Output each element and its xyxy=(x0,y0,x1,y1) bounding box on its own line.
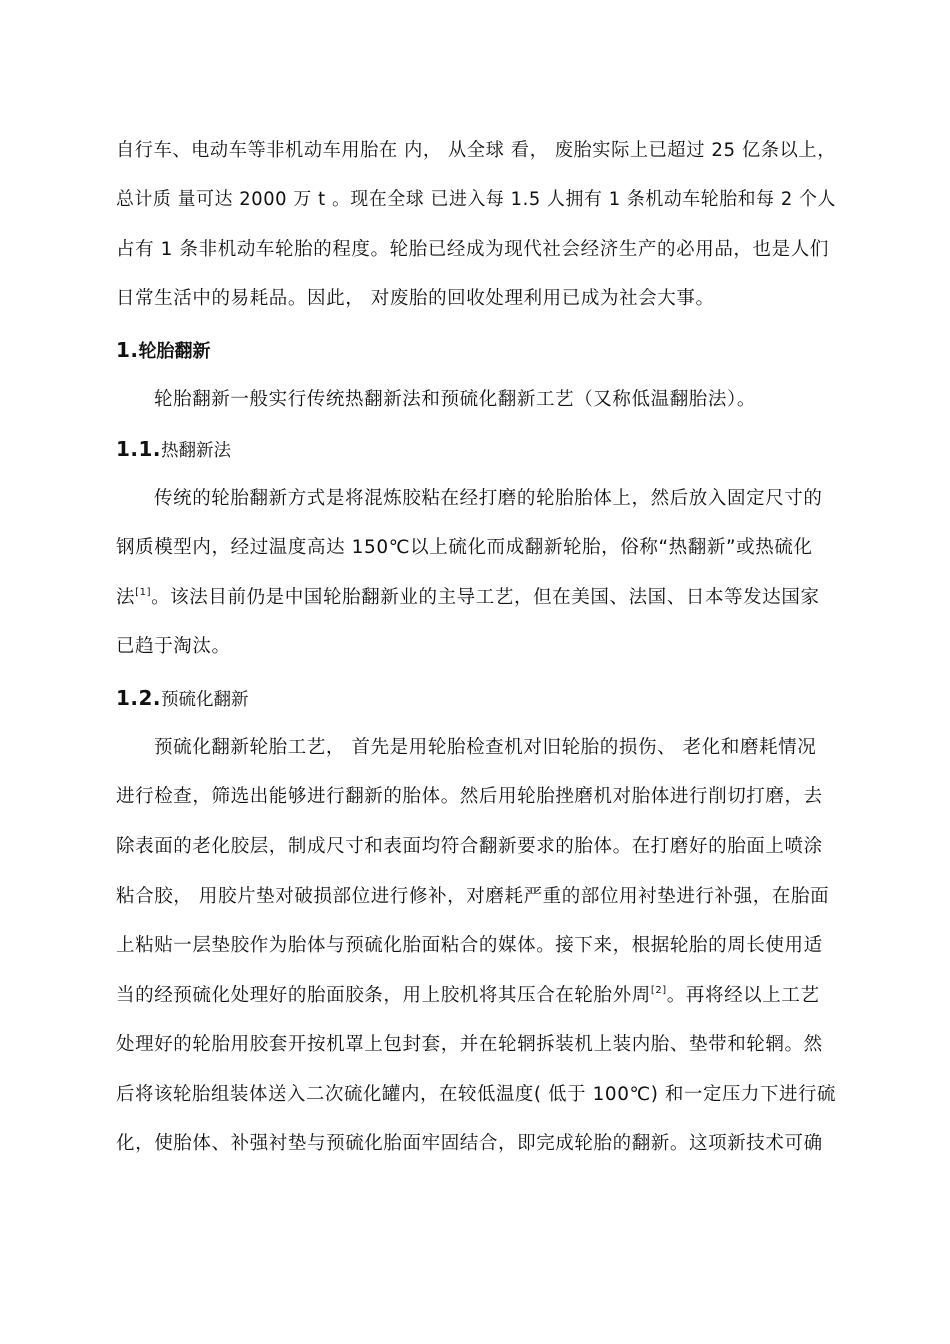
section1-2-line-5: 上粘贴一层垫胶作为胎体与预硫化胎面粘合的媒体。接下来，根据轮胎的周长使用适 xyxy=(116,935,823,956)
section-number: 1.2. xyxy=(116,686,162,710)
section1-1-line-1: 传统的轮胎翻新方式是将混炼胶粘在经打磨的轮胎胎体上，然后放入固定尺寸的 xyxy=(154,488,823,509)
section-number: 1.1. xyxy=(116,437,162,461)
section1-1-line-4: 已趋于淘汰。 xyxy=(116,636,231,657)
section1-2-line-8: 后将该轮胎组装体送入二次硫化罐内，在较低温度( 低于 100℃) 和一定压力下进行硫 xyxy=(116,1084,836,1105)
line-rest: 。该法目前仍是中国轮胎翻新业的主导工艺，但在美国、法国、日本等发达国家 xyxy=(151,587,820,608)
section1-1-line-3 xyxy=(116,586,820,610)
section-title: 预硫化翻新 xyxy=(161,690,249,710)
section1-2-line-3: 除表面的老化胶层，制成尺寸和表面均符合翻新要求的胎体。在打磨好的胎面上喷涂 xyxy=(116,836,823,857)
section1-2-line-4: 粘合胶， 用胶片垫对破损部位进行修补，对磨耗严重的部位用衬垫进行补强，在胎面 xyxy=(116,886,830,907)
section1-1-line-2: 钢质模型内，经过温度高达 150℃以上硫化而成翻新轮胎，俗称“热翻新”或热硫化 xyxy=(116,537,813,558)
line-prefix: 法 xyxy=(116,587,136,608)
section-title: 热翻新法 xyxy=(161,441,232,461)
citation-2: [2] xyxy=(650,985,667,996)
section-heading-1 xyxy=(116,337,211,365)
section-title: 轮胎翻新 xyxy=(138,341,211,362)
section1-paragraph: 轮胎翻新一般实行传统热翻新法和预硫化翻新工艺（又称低温翻胎法）。 xyxy=(154,389,756,410)
section-heading-1-1 xyxy=(116,436,231,464)
citation-1: [1] xyxy=(135,587,152,598)
intro-line-3: 占有 1 条非机动车轮胎的程度。轮胎已经成为现代社会经济生产的必用品，也是人们 xyxy=(116,239,829,260)
section1-2-line-7: 处理好的轮胎用胶套开按机罩上包封套，并在轮辋拆装机上装内胎、垫带和轮辋。然 xyxy=(116,1034,823,1055)
intro-line-2: 总计质 量可达 2000 万 t 。现在全球 已进入每 1.5 人拥有 1 条机动车轮胎和每 2 个人 xyxy=(116,189,837,210)
line-main: 当的经预硫化处理好的胎面胶条，用上胶机将其压合在轮胎外周 xyxy=(116,985,651,1006)
line-rest: 。再将经以上工艺 xyxy=(666,985,820,1006)
section1-2-line-9: 化，使胎体、补强衬垫与预硫化胎面牢固结合，即完成轮胎的翻新。这项新技术可确 xyxy=(116,1133,823,1154)
section-heading-1-2 xyxy=(116,685,249,713)
section1-2-line-2: 进行检查，筛选出能够进行翻新的胎体。然后用轮胎挫磨机对胎体进行削切打磨，去 xyxy=(116,786,823,807)
intro-line-4: 日常生活中的易耗品。因此， 对废胎的回收处理利用已成为社会大事。 xyxy=(116,288,715,309)
section1-2-line-6 xyxy=(116,984,820,1008)
intro-line-1: 自行车、电动车等非机动车用胎在 内， 从全球 看， 废胎实际上已超过 25 亿条以上， xyxy=(116,140,836,161)
section1-2-line-1: 预硫化翻新轮胎工艺， 首先是用轮胎检查机对旧轮胎的损伤、 老化和磨耗情况 xyxy=(154,737,817,758)
section-number: 1. xyxy=(116,338,139,362)
